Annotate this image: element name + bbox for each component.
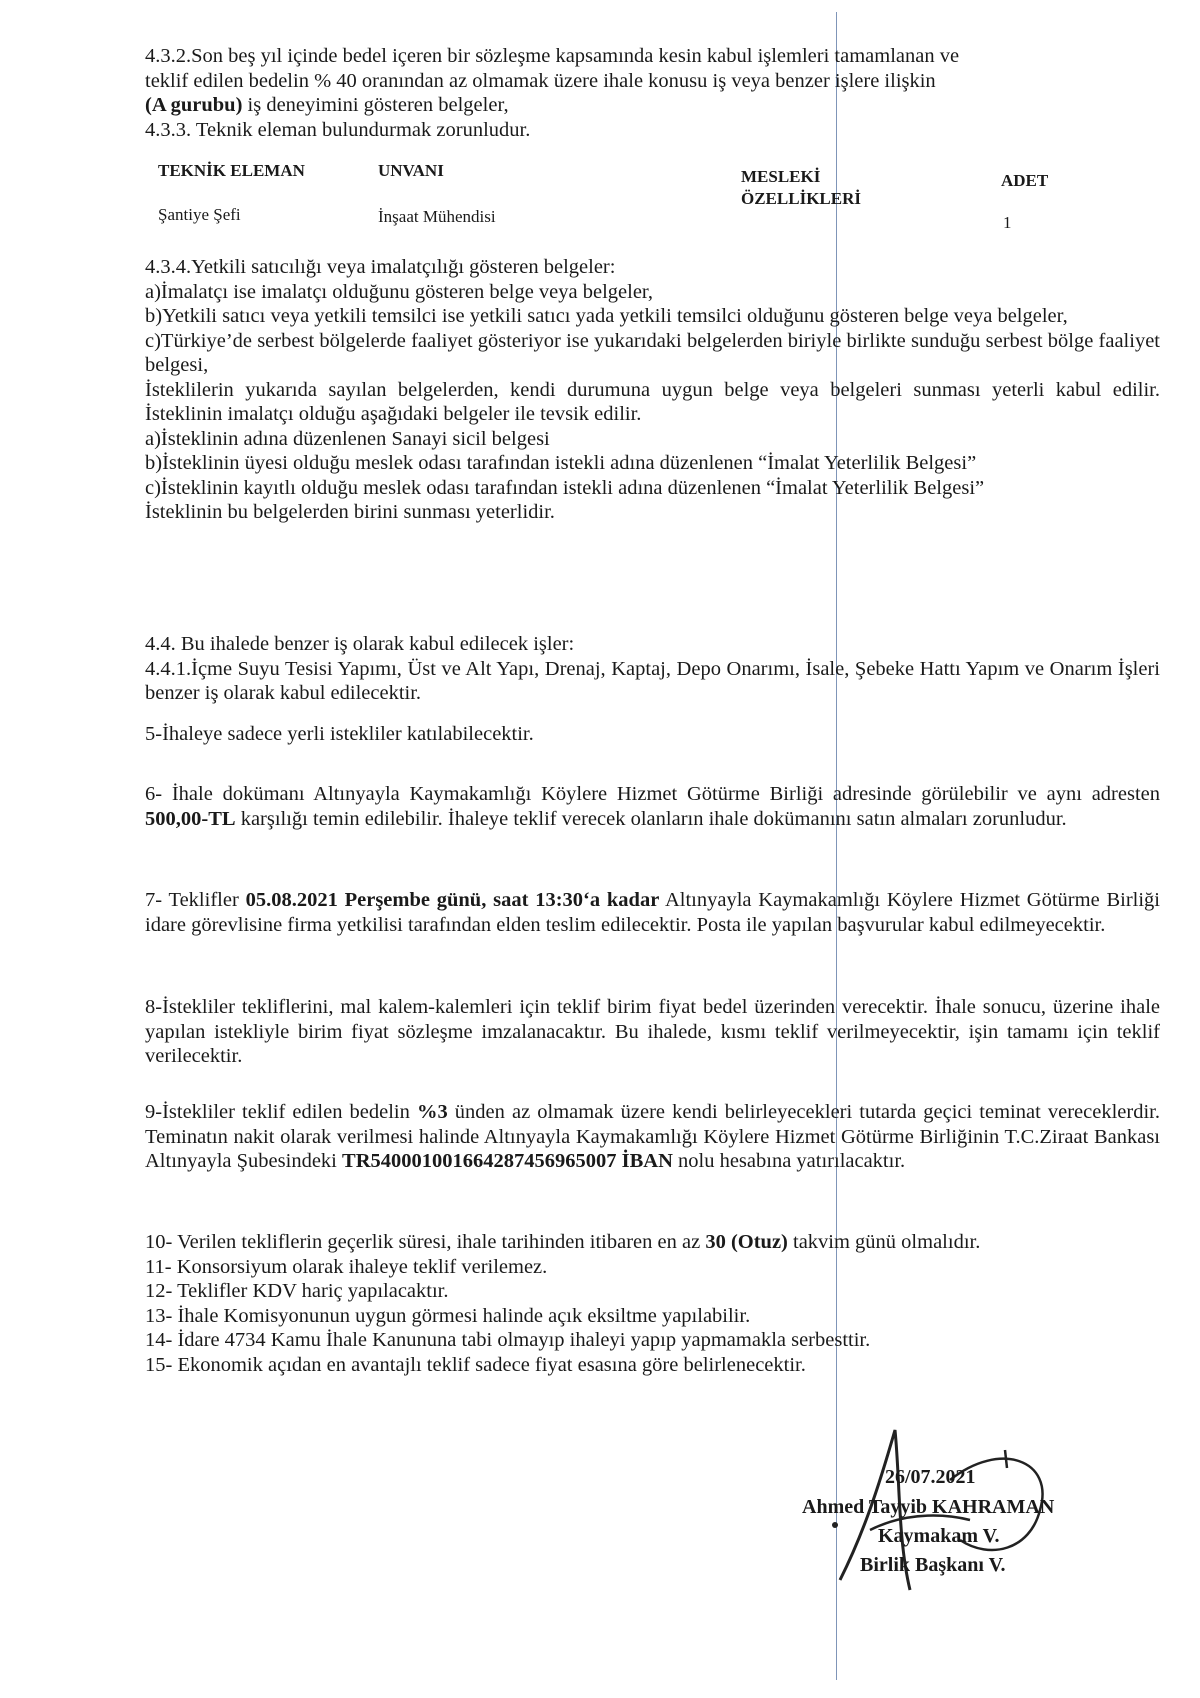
signatory-title-2: Birlik Başkanı V.	[860, 1554, 1006, 1576]
header-mesleki-1: MESLEKİ	[741, 167, 821, 186]
iban: TR540001001664287456965007 İBAN	[342, 1150, 673, 1172]
section-9	[145, 1100, 1160, 1174]
section-4-3-2-line1: 4.3.2.Son beş yıl içinde bedel içeren bir sözleşme kapsamında kesin kabul işlemleri tamamlanan ve	[145, 45, 960, 67]
validity-days: 30 (Otuz)	[705, 1231, 788, 1253]
section-8-text: 8-İstekliler tekliflerini, mal kalem-kalemleri için teklif birim fiyat bedel üzerinden verecektir. İhale sonucu, üzerine ihale yapılan istekliyle birim fiyat sözleşme imzalanacaktır. Bu ihalede, kısmı teklif verilmeyecektir, işin tamamı için teklif verilecektir.	[145, 996, 1160, 1067]
section-6-text	[145, 782, 1160, 831]
section-4-3-4-b: b)Yetkili satıcı veya yetkili temsilci ise yetkili satıcı yada yetkili temsilci olduğunu gösteren belge veya belgeler,	[145, 305, 1068, 327]
section-6	[145, 782, 1160, 831]
section-11: 11- Konsorsiyum olarak ihaleye teklif verilemez.	[145, 1255, 548, 1278]
section-4-3-4-c: c)Türkiye’de serbest bölgelerde faaliyet gösteriyor ise yukarıdaki belgelerden biriyle birlikte sunduğu serbest bölge faaliyet belgesi,	[145, 329, 1160, 376]
deadline: 05.08.2021 Perşembe günü, saat 13:30‘a kadar	[245, 889, 660, 911]
section-4-4	[145, 632, 1160, 706]
section-8	[145, 995, 1160, 1069]
section-7	[145, 888, 1160, 937]
section-14: 14- İdare 4734 Kamu İhale Kanununa tabi olmayıp ihaleyi yapıp yapmamakla serbesttir.	[145, 1329, 871, 1351]
section-9-part3: nolu hesabına yatırılacaktır.	[672, 1150, 906, 1172]
header-unvani: UNVANI	[378, 161, 444, 180]
section-7-part2: Altınyayla Kaymakamlığı Köylere Hizmet Götürme Birliği idare görevlisine firma yetkilisi tarafından elden teslim edilecektir. Posta ile yapılan başvurular kabul edilmeyecektir.	[145, 889, 1160, 936]
signature-date: 26/07.2021	[885, 1466, 976, 1488]
section-13: 13- İhale Komisyonunun uygun görmesi halinde açık eksiltme yapılabilir.	[145, 1304, 751, 1327]
row-teknik-eleman: Şantiye Şefi	[158, 205, 241, 224]
section-10-part1: 10- Verilen tekliflerin geçerlik süresi, ihale tarihinden itibaren en az	[145, 1231, 706, 1253]
section-7-part1: 7- Teklifler	[145, 889, 246, 911]
section-7-text	[145, 888, 1160, 937]
section-9-text	[145, 1100, 1160, 1174]
section-9-part2: ünden az olmamak üzere kendi belirleyecekleri tutarda geçici teminat vereceklerdir. Teminatın nakit olarak verilmesi halinde Altınyayla Kaymakamlığı Köylere Hizmet Götürme Birliğinin T.C.Ziraat Bankası Altınyayla Şubesindeki	[145, 1101, 1160, 1172]
section-4-3-4	[145, 255, 1160, 525]
header-teknik-eleman: TEKNİK ELEMAN	[158, 161, 305, 180]
section-4-3-4-a2: a)İsteklinin adına düzenlenen Sanayi sicil belgesi	[145, 427, 550, 450]
section-4-4-title: 4.4. Bu ihalede benzer iş olarak kabul edilecek işler:	[145, 633, 575, 655]
row-adet: 1	[1003, 213, 1012, 232]
section-4-3-4-b2: b)İsteklinin üyesi olduğu meslek odası tarafından istekli adına düzenlenen “İmalat Yeterlilik Belgesi”	[145, 452, 977, 474]
document-price: 500,00-TL	[145, 807, 236, 830]
section-4-3-2-line3	[145, 93, 1160, 118]
section-4-3-4-p2: İsteklinin bu belgelerden birini sunması yeterlidir.	[145, 501, 555, 523]
section-4-3-2	[145, 44, 1160, 142]
section-10-part2: takvim günü olmalıdır.	[787, 1231, 981, 1253]
section-10	[145, 1230, 1160, 1255]
a-group-label: (A gurubu)	[145, 94, 243, 116]
header-mesleki-2: ÖZELLİKLERİ	[741, 189, 861, 208]
section-6-part1: 6- İhale dokümanı Altınyayla Kaymakamlığı Köylere Hizmet Götürme Birliği adresinde görülebilir ve aynı adresten	[145, 783, 1160, 805]
section-4-3-2-line2: teklif edilen bedelin % 40 oranından az olmamak üzere ihale konusu iş veya benzer işlere ilişkin	[145, 69, 936, 92]
section-4-4-1: 4.4.1.İçme Suyu Tesisi Yapımı, Üst ve Alt Yapı, Drenaj, Kaptaj, Depo Onarımı, İsale, Şebeke Hattı Yapım ve Onarım İşleri benzer iş olarak kabul edilecektir.	[145, 657, 1160, 704]
header-adet: ADET	[1001, 171, 1049, 190]
section-5	[145, 722, 1160, 747]
section-4-3-2-line3-rest: iş deneyimini gösteren belgeler,	[242, 94, 509, 116]
guarantee-percent: %3	[416, 1101, 448, 1123]
section-4-3-4-c2: c)İsteklinin kayıtlı olduğu meslek odası tarafından istekli adına düzenlenen “İmalat Yeterlilik Belgesi”	[145, 476, 985, 499]
section-4-3-4-p1: İsteklilerin yukarıda sayılan belgelerden, kendi durumuna uygun belge veya belgeleri sunması yeterli kabul edilir. İsteklinin imalatçı olduğu aşağıdaki belgeler ile tevsik edilir.	[145, 378, 1160, 425]
section-12: 12- Teklifler KDV hariç yapılacaktır.	[145, 1280, 449, 1302]
section-6-part2: karşılığı temin edilebilir. İhaleye teklif verecek olanların ihale dokümanını satın almaları zorunludur.	[235, 807, 1067, 830]
technical-staff-table	[158, 160, 1118, 235]
row-unvani: İnşaat Mühendisi	[378, 207, 496, 226]
section-5-text: 5-İhaleye sadece yerli istekliler katılabilecektir.	[145, 723, 534, 745]
section-4-3-4-a: a)İmalatçı ise imalatçı olduğunu gösteren belge veya belgeler,	[145, 280, 654, 303]
signatory-title-1: Kaymakam V.	[878, 1525, 1000, 1547]
section-15: 15- Ekonomik açıdan en avantajlı teklif sadece fiyat esasına göre belirlenecektir.	[145, 1353, 806, 1376]
sections-10-15	[145, 1230, 1160, 1377]
section-4-3-3: 4.3.3. Teknik eleman bulundurmak zorunludur.	[145, 118, 531, 141]
section-4-3-4-title: 4.3.4.Yetkili satıcılığı veya imalatçılığı gösteren belgeler:	[145, 256, 616, 278]
section-9-part1: 9-İstekliler teklif edilen bedelin	[145, 1101, 417, 1123]
signatory-name: Ahmed Tayyib KAHRAMAN	[802, 1496, 1055, 1518]
